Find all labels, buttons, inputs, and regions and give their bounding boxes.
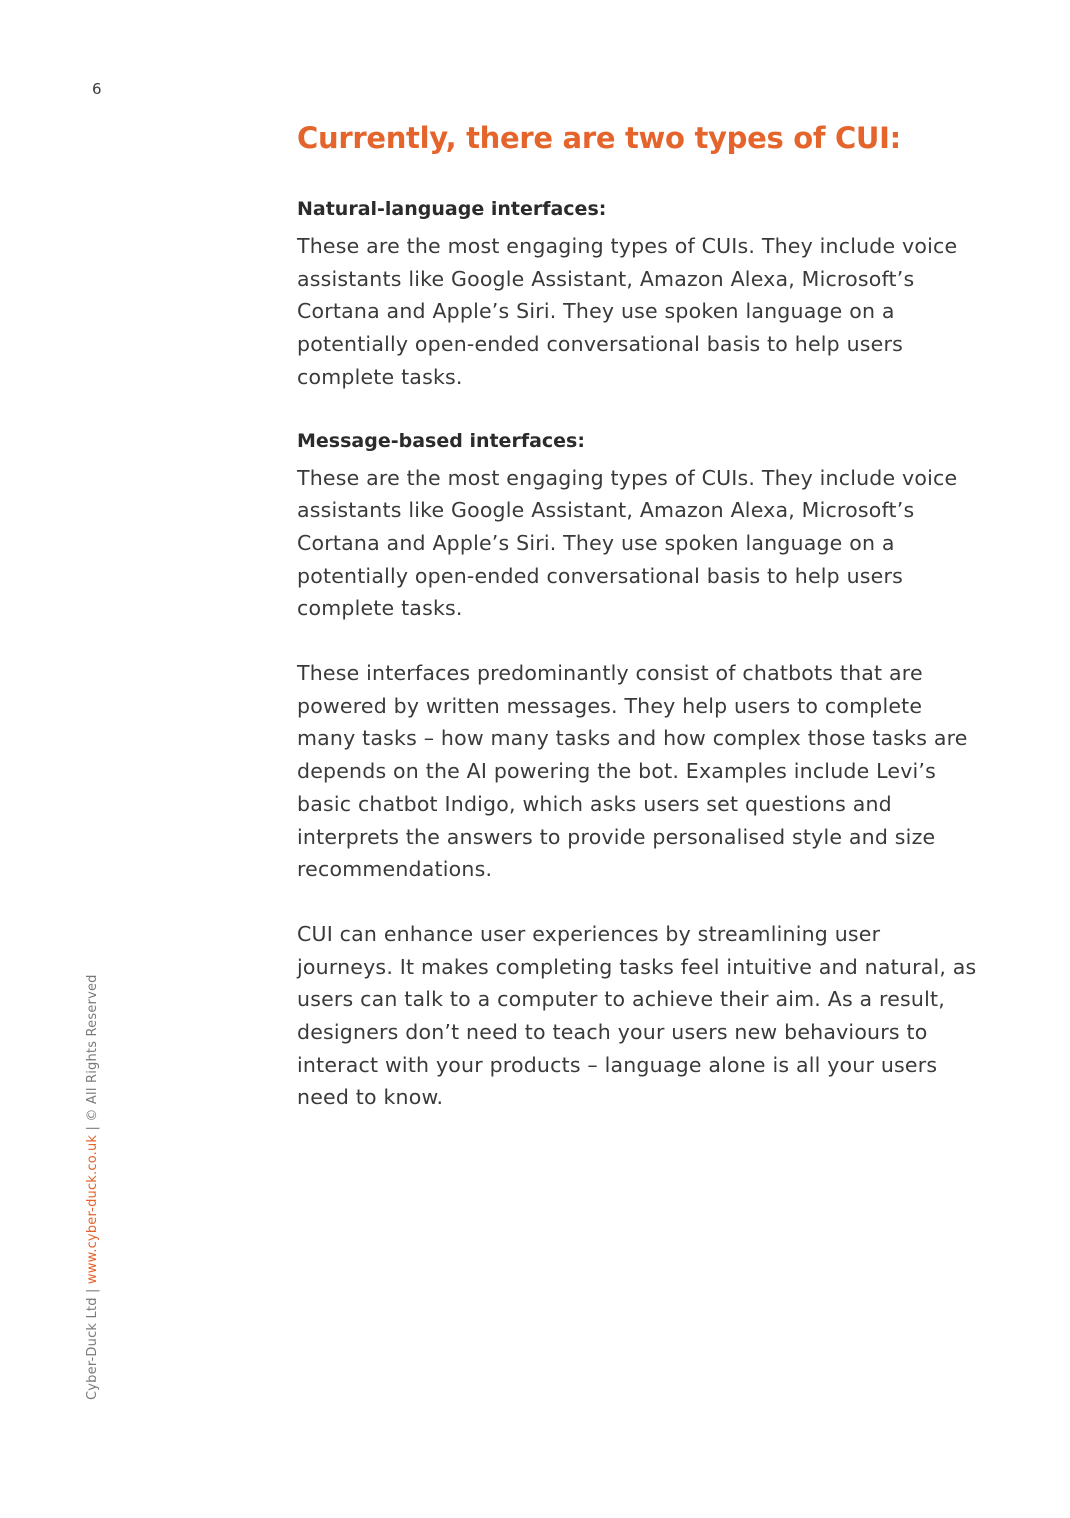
section-natural-language xyxy=(297,194,977,394)
footer-separator: | xyxy=(85,1121,100,1135)
footer-company: Cyber-Duck Ltd xyxy=(85,1297,100,1400)
footer-rights: © All Rights Reserved xyxy=(85,974,100,1122)
paragraph-enhance: CUI can enhance user experiences by streamlining user journeys. It makes completing tasks feel intuitive and natural, as users can talk to a computer to achieve their aim. As a result, designers don’t need to teach your users new behaviours to interact with your products – language alone is all your users need to know. xyxy=(297,921,977,1110)
side-footer xyxy=(85,974,100,1400)
section-body: These are the most engaging types of CUIs. They include voice assistants like Google Assistant, Amazon Alexa, Microsoft’s Cortana and Apple’s Siri. They use spoken language on a potentially open-ended conversational basis to help users complete tasks. xyxy=(297,234,958,389)
section-heading: Message-based interfaces: xyxy=(297,429,585,452)
main-content xyxy=(297,118,977,1146)
footer-separator: | xyxy=(85,1284,100,1298)
paragraph-chatbots: These interfaces predominantly consist of chatbots that are powered by written messages. They help users to complete many tasks – how many tasks and how complex those tasks are depends on the AI powering the bot. Examples include Levi’s basic chatbot Indigo, which asks users set questions and interprets the answers to provide personalised style and size recommendations. xyxy=(297,661,968,882)
footer-website-link[interactable]: www.cyber-duck.co.uk xyxy=(85,1134,100,1285)
section-message-based xyxy=(297,426,977,626)
page-title: Currently, there are two types of CUI: xyxy=(297,121,901,155)
section-heading: Natural-language interfaces: xyxy=(297,198,607,220)
page-number: 6 xyxy=(92,80,102,98)
section-body: These are the most engaging types of CUIs. They include voice assistants like Google Assistant, Amazon Alexa, Microsoft’s Cortana and Apple’s Siri. They use spoken language on a potentially open-ended conversational basis to help users complete tasks. xyxy=(297,465,958,621)
